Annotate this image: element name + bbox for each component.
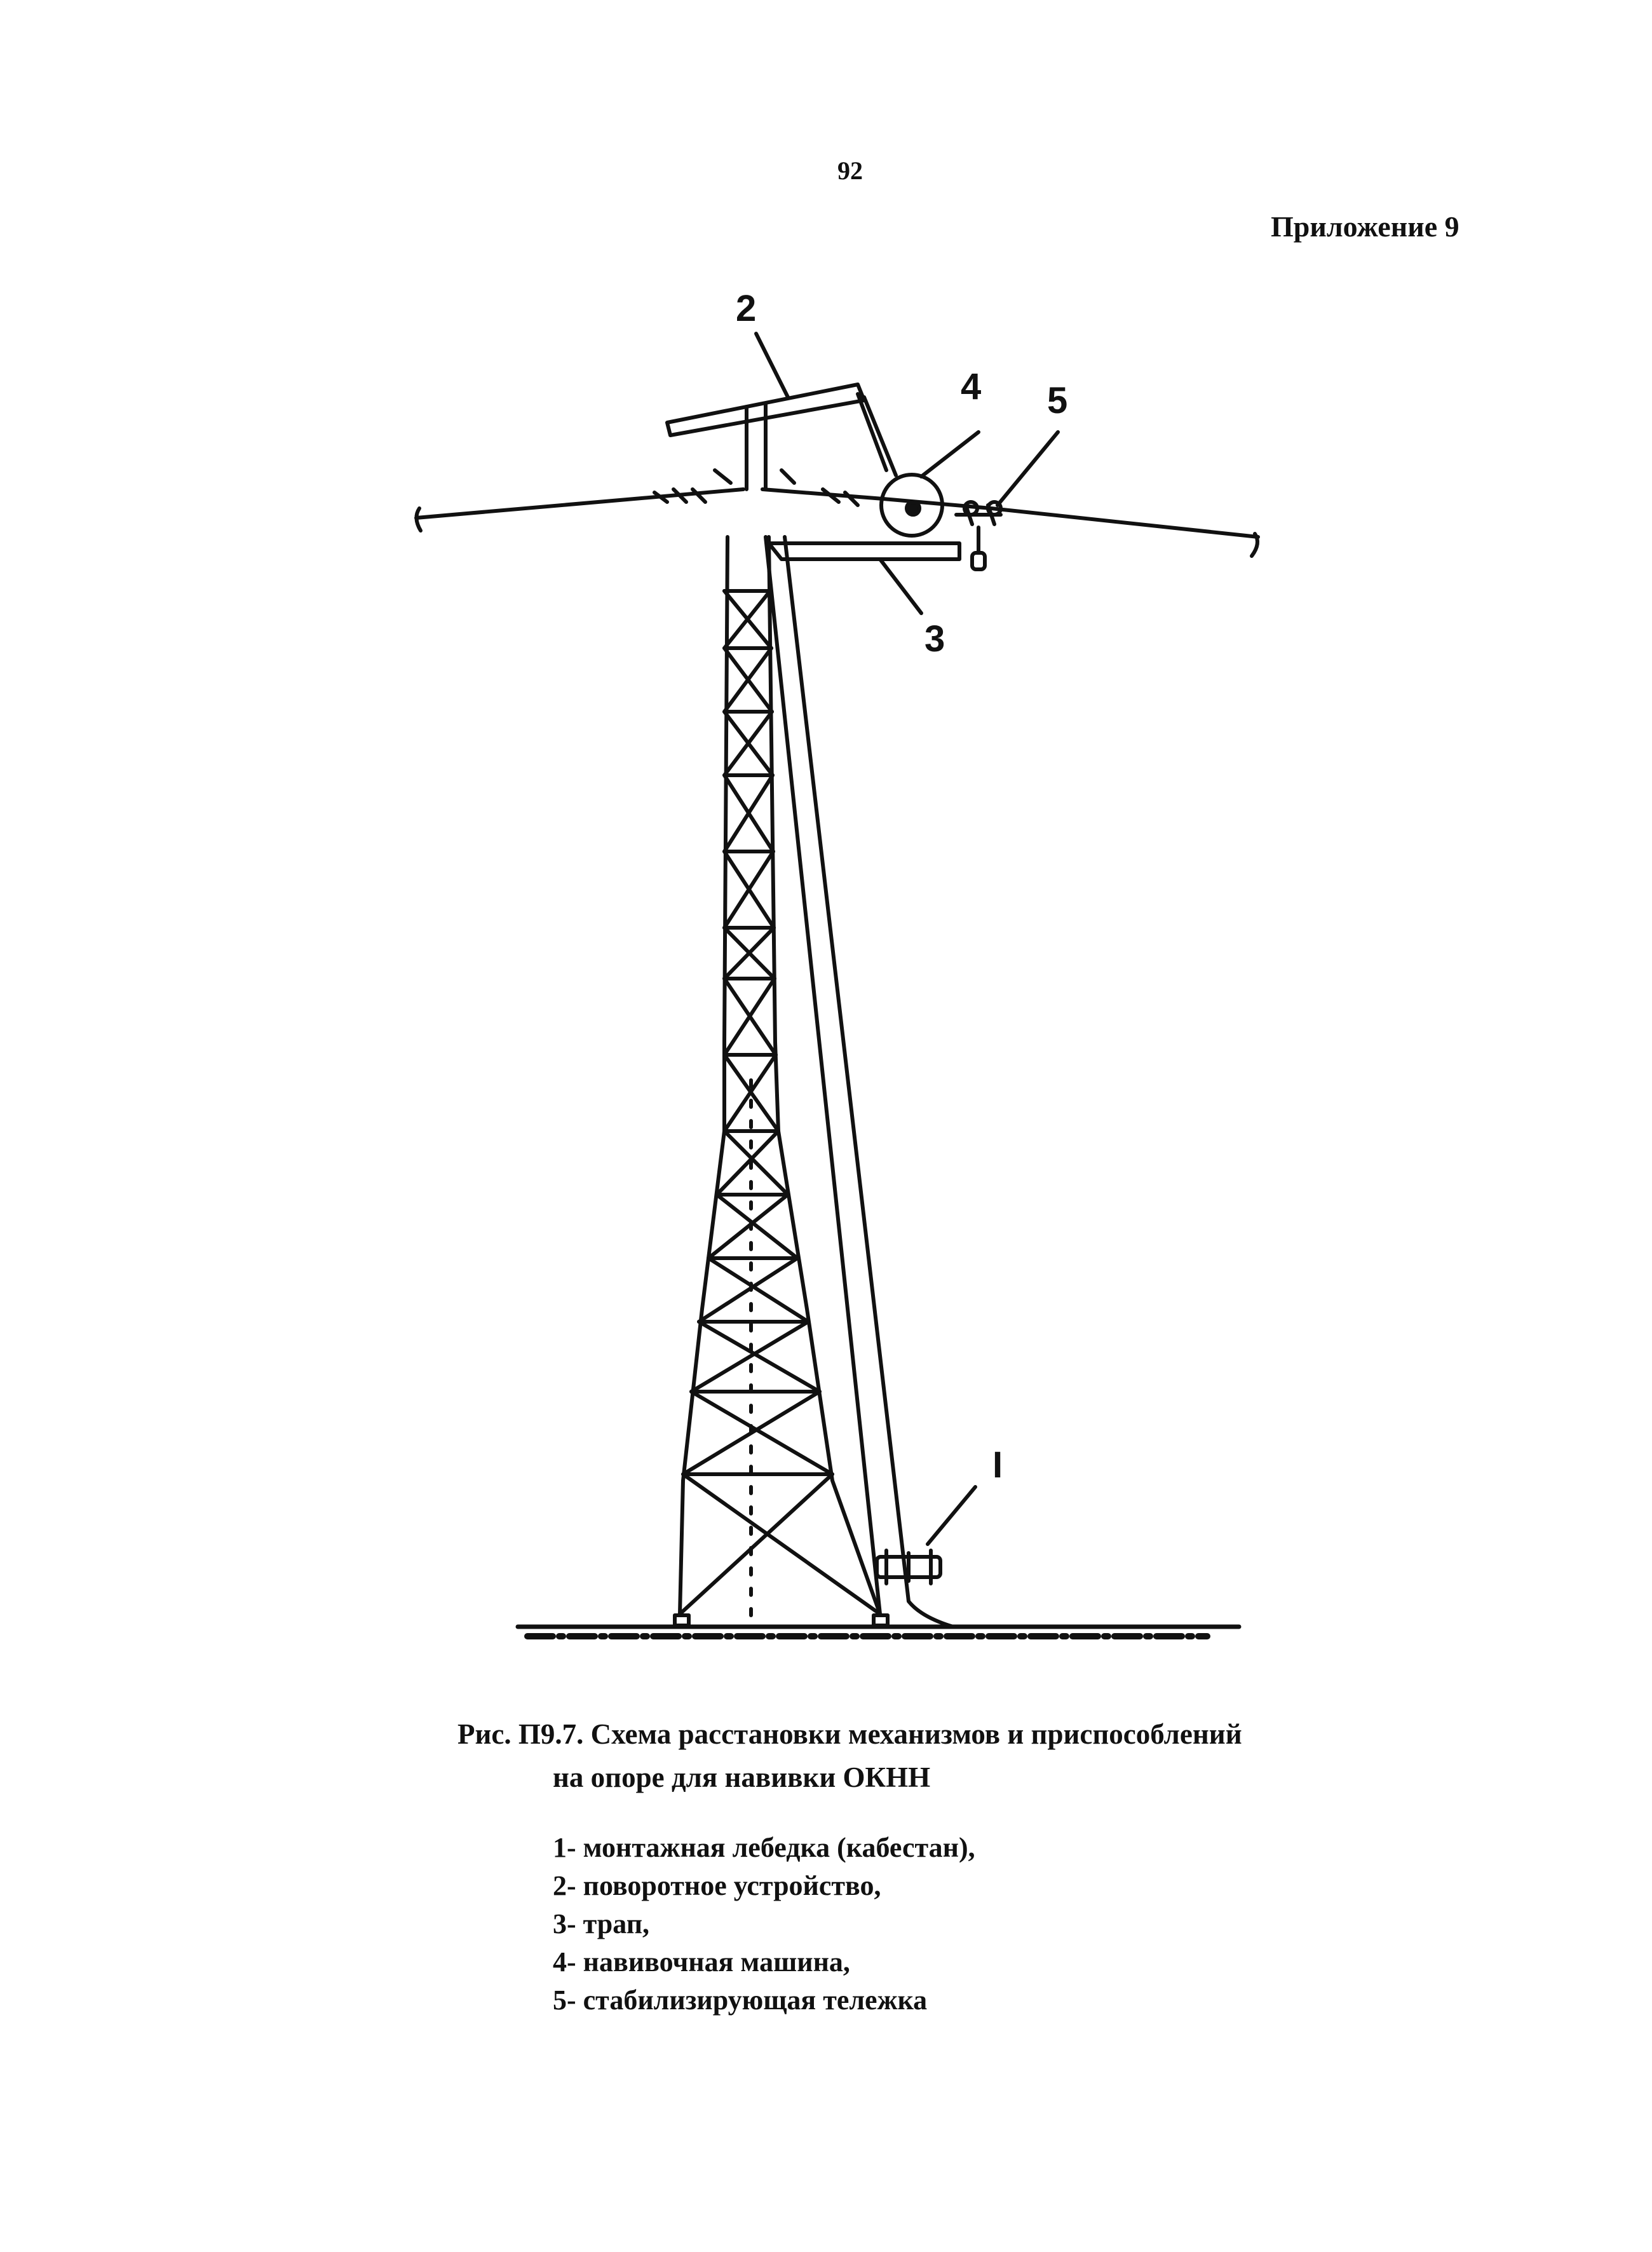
caption-line-2: на опоре для навивки ОКНН xyxy=(553,1761,931,1793)
leader-5 xyxy=(998,432,1058,505)
insulators xyxy=(654,470,858,505)
callout-4: 4 xyxy=(961,366,982,407)
conductor-right xyxy=(762,489,1258,537)
winding-machine-hub xyxy=(907,502,919,515)
legend-list xyxy=(553,1829,975,2019)
ladder-line-left xyxy=(766,537,880,1614)
callout-5: 5 xyxy=(1047,380,1068,421)
legend-item: 1- монтажная лебедка (кабестан), xyxy=(553,1832,975,1863)
page-number: 92 xyxy=(837,156,863,185)
winding-machine-arm xyxy=(864,397,896,475)
leader-4 xyxy=(921,432,978,477)
platform-3 xyxy=(769,543,959,559)
callout-1: I xyxy=(992,1444,1003,1486)
legend-item: 3- трап, xyxy=(553,1908,650,1939)
figure-caption xyxy=(457,1713,1242,1799)
legend-item: 4- навивочная машина, xyxy=(553,1946,850,1977)
callout-3: 3 xyxy=(924,618,945,660)
swivel-brace xyxy=(858,394,886,470)
callout-2: 2 xyxy=(736,288,757,329)
caption-line-1: Рис. П9.7. Схема расстановки механизмов и приспособлений xyxy=(457,1718,1242,1750)
swivel-mast xyxy=(747,404,766,489)
appendix-label: Приложение 9 xyxy=(1271,210,1459,243)
leader-2 xyxy=(756,334,788,397)
leader-1 xyxy=(928,1487,975,1544)
legend-item: 5- стабилизирующая тележка xyxy=(553,1984,928,2016)
legend-item: 2- поворотное устройство, xyxy=(553,1870,881,1901)
platform-leader-3 xyxy=(880,559,921,613)
